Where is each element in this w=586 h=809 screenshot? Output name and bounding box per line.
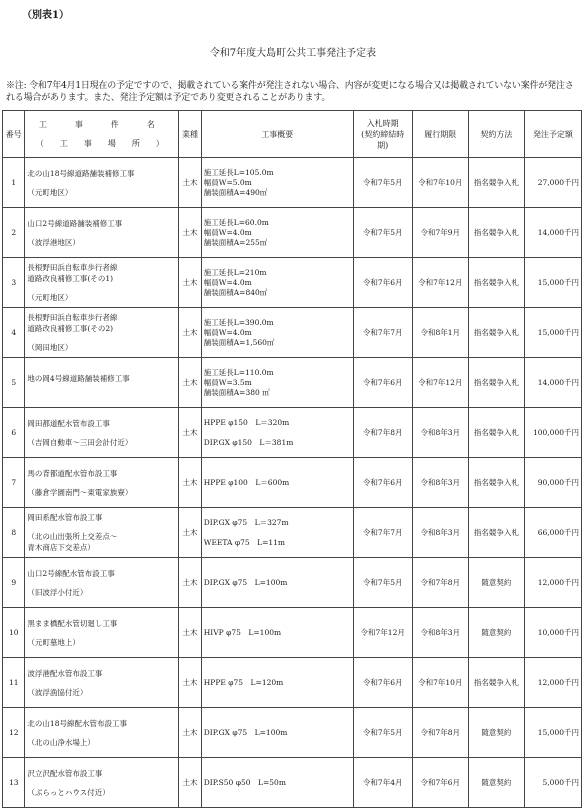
- contract-method-cell: 指名競争入札: [468, 308, 524, 358]
- industry-cell: 土木: [179, 408, 201, 458]
- planned-amount-cell: 27,000千円: [524, 158, 581, 208]
- work-name-title: 岡田系配水管布設工事: [27, 513, 103, 522]
- industry-cell: 土木: [179, 608, 201, 658]
- industry-cell: 土木: [179, 708, 201, 758]
- table-row: [3, 708, 582, 758]
- header-bid-timing: 入札時期 (契約締結時期): [353, 111, 412, 158]
- work-place: （元町地区）: [27, 187, 73, 197]
- bid-timing-cell: 令和7年5月: [353, 558, 412, 608]
- work-outline-cell: [201, 708, 353, 758]
- bid-timing-cell: 令和7年7月: [353, 308, 412, 358]
- completion-deadline-cell: 令和7年8月: [412, 558, 468, 608]
- completion-deadline-cell: 令和7年6月: [412, 758, 468, 808]
- table-row: [3, 308, 582, 358]
- work-outline-cell: [201, 308, 353, 358]
- contract-method-cell: 指名競争入札: [468, 508, 524, 558]
- header-work-place-label: （ 工 事 場 所 ）: [35, 139, 168, 148]
- completion-deadline-cell: 令和7年9月: [412, 208, 468, 258]
- planned-amount-cell: 66,000千円: [524, 508, 581, 558]
- contract-method-cell: 指名競争入札: [468, 258, 524, 308]
- planned-amount-cell: 12,000千円: [524, 558, 581, 608]
- work-outline-text: DIP.S50 φ50 L=50m: [203, 777, 286, 787]
- work-name-title: 北の山18号線配水管布設工事: [27, 718, 127, 728]
- work-place: （北の山出張所上交差点〜 青木商店下交差点）: [27, 532, 118, 552]
- industry-cell: 土木: [179, 258, 201, 308]
- industry-cell: 土木: [179, 308, 201, 358]
- header-work-outline: 工事概要: [201, 111, 353, 158]
- work-outline-text: 施工延長L=105.0m 幅員W=5.0m 舗装面積A=490㎡: [203, 167, 274, 197]
- table-row: [3, 408, 582, 458]
- work-outline-cell: [201, 658, 353, 708]
- header-number: 番号: [3, 111, 25, 158]
- work-name-title: 山口2号線配水管布設工事: [27, 568, 115, 578]
- work-name-title: 馬の背都道配水管布設工事: [27, 468, 118, 478]
- contract-method-cell: 指名競争入札: [468, 208, 524, 258]
- bid-timing-cell: 令和7年6月: [353, 658, 412, 708]
- bid-timing-cell: 令和7年12月: [353, 608, 412, 658]
- table-row: [3, 208, 582, 258]
- work-name-title: 黒まま橋配水管切廻し工事: [27, 618, 118, 628]
- contract-method-cell: 指名競争入札: [468, 158, 524, 208]
- planned-amount-cell: 14,000千円: [524, 208, 581, 258]
- planned-amount-cell: 15,000千円: [524, 708, 581, 758]
- bid-timing-cell: 令和7年5月: [353, 208, 412, 258]
- completion-deadline-cell: 令和8年3月: [412, 508, 468, 558]
- work-outline-text: DIP.GX φ75 L=100m: [203, 577, 288, 587]
- table-row: [3, 358, 582, 408]
- work-name-cell: [25, 658, 179, 708]
- header-contract-method: 契約方法: [468, 111, 524, 158]
- planned-amount-cell: 100,000千円: [524, 408, 581, 458]
- work-outline-text: HPPE φ75 L=120m: [203, 677, 284, 687]
- row-number: 2: [3, 208, 25, 258]
- work-place: （元町地区）: [27, 293, 73, 302]
- work-name-title: 長根野田浜自転車歩行者線 道路改良補修工事(その1): [27, 263, 118, 283]
- planned-amount-cell: 15,000千円: [524, 258, 581, 308]
- work-name-title: 沢立沢配水管布設工事: [27, 768, 103, 778]
- bid-timing-cell: 令和7年5月: [353, 708, 412, 758]
- work-place: （元町墓地上）: [27, 637, 80, 647]
- bid-timing-cell: 令和7年6月: [353, 458, 412, 508]
- work-place: （藤倉学園南門〜東電家族寮）: [27, 487, 133, 497]
- planned-amount-cell: 5,000千円: [524, 758, 581, 808]
- work-outline-cell: [201, 358, 353, 408]
- table-header: [3, 111, 582, 158]
- work-place: （旧波浮小付近）: [27, 587, 88, 597]
- work-name-title: 北の山18号線道路舗装補修工事: [27, 168, 135, 178]
- work-name-title: 地の岡4号線道路舗装補修工事: [27, 374, 130, 383]
- row-number: 6: [3, 408, 25, 458]
- industry-cell: 土木: [179, 158, 201, 208]
- table-row: [3, 608, 582, 658]
- table-row: [3, 458, 582, 508]
- annex-label: （別表1）: [22, 10, 69, 21]
- work-name-cell: [25, 608, 179, 658]
- bid-timing-cell: 令和7年7月: [353, 508, 412, 558]
- work-name-cell: [25, 758, 179, 808]
- header-industry: 業種: [179, 111, 201, 158]
- disclaimer-note: ※注: 令和7年4月1日現在の予定ですので、掲載されている案件が発注されない場合、内容が変更になる場合又は掲載されていない案件が発注される場合があります。また、発注予定額は予定であり変更されることがあります。: [6, 81, 574, 103]
- work-name-cell: [25, 358, 179, 408]
- planned-amount-cell: 14,000千円: [524, 358, 581, 408]
- work-name-cell: [25, 308, 179, 358]
- work-outline-cell: [201, 608, 353, 658]
- work-name-cell: [25, 208, 179, 258]
- bid-timing-cell: 令和7年6月: [353, 358, 412, 408]
- table-row: [3, 758, 582, 808]
- row-number: 8: [3, 508, 25, 558]
- contract-method-cell: 随意契約: [468, 758, 524, 808]
- header-work-name-label: 工 事 件 名: [38, 120, 165, 129]
- row-number: 4: [3, 308, 25, 358]
- work-outline-text: DIP.GX φ75 L=100m: [203, 727, 288, 737]
- work-outline-text: 施工延長L=110.0m 幅員W=3.5m 舗装面積A=380 ㎡: [203, 367, 274, 397]
- work-outline-cell: [201, 258, 353, 308]
- industry-cell: 土木: [179, 558, 201, 608]
- planned-amount-cell: 90,000千円: [524, 458, 581, 508]
- contract-method-cell: 随意契約: [468, 608, 524, 658]
- row-number: 3: [3, 258, 25, 308]
- work-name-title: 山口2号線道路舗装補修工事: [27, 218, 123, 228]
- work-outline-text: HIVP φ75 L=100m: [203, 627, 282, 637]
- contract-method-cell: 随意契約: [468, 558, 524, 608]
- work-name-cell: [25, 708, 179, 758]
- work-place: （ぶらっとハウス付近）: [27, 787, 110, 797]
- table-body: [3, 158, 582, 808]
- table-row: [3, 158, 582, 208]
- completion-deadline-cell: 令和8年3月: [412, 408, 468, 458]
- planned-amount-cell: 10,000千円: [524, 608, 581, 658]
- contract-method-cell: 指名競争入札: [468, 658, 524, 708]
- row-number: 12: [3, 708, 25, 758]
- work-outline-text: HPPE φ150 L＝320m DIP.GX φ150 L＝381m: [203, 417, 294, 447]
- bid-timing-cell: 令和7年5月: [353, 158, 412, 208]
- row-number: 11: [3, 658, 25, 708]
- contract-method-cell: 随意契約: [468, 708, 524, 758]
- bid-timing-cell: 令和7年4月: [353, 758, 412, 808]
- header-work-name: [25, 111, 179, 158]
- work-outline-cell: [201, 208, 353, 258]
- work-outline-text: 施工延長L=210m 幅員W=4.0m 舗装面積A=840㎡: [203, 267, 268, 297]
- work-name-title: 岡田都道配水管布設工事: [27, 418, 110, 428]
- work-outline-text: DIP.GX φ75 L＝327m WEETA φ75 L=11m: [203, 517, 289, 547]
- row-number: 9: [3, 558, 25, 608]
- work-name-cell: [25, 558, 179, 608]
- header-planned-amount: 発注予定額: [524, 111, 581, 158]
- industry-cell: 土木: [179, 758, 201, 808]
- bid-timing-cell: 令和7年8月: [353, 408, 412, 458]
- completion-deadline-cell: 令和7年10月: [412, 658, 468, 708]
- contract-method-cell: 指名競争入札: [468, 458, 524, 508]
- work-place: （吉岡自動車〜三田会計付近）: [27, 437, 133, 447]
- completion-deadline-cell: 令和8年3月: [412, 458, 468, 508]
- work-outline-text: 施工延長L=60.0m 幅員W=4.0m 舗装面積A=255㎡: [203, 217, 269, 247]
- industry-cell: 土木: [179, 658, 201, 708]
- work-name-cell: [25, 458, 179, 508]
- table-row: [3, 258, 582, 308]
- table-row: [3, 658, 582, 708]
- industry-cell: 土木: [179, 508, 201, 558]
- work-outline-text: 施工延長L=390.0m 幅員W=4.0m 舗装面積A=1,560㎡: [203, 317, 275, 347]
- industry-cell: 土木: [179, 458, 201, 508]
- work-name-title: 長根野田浜自転車歩行者線 道路改良補修工事(その2): [27, 313, 118, 333]
- contract-method-cell: 指名競争入札: [468, 408, 524, 458]
- work-name-title: 波浮港配水管布設工事: [27, 668, 103, 678]
- planned-amount-cell: 12,000千円: [524, 658, 581, 708]
- table-row: [3, 558, 582, 608]
- work-place: （北の山浄水場上）: [27, 737, 95, 747]
- work-outline-text: HPPE φ100 L＝600m: [203, 477, 290, 487]
- work-place: （波浮港地区）: [27, 237, 80, 247]
- work-outline-cell: [201, 508, 353, 558]
- table-row: [3, 508, 582, 558]
- planned-amount-cell: 15,000千円: [524, 308, 581, 358]
- row-number: 7: [3, 458, 25, 508]
- completion-deadline-cell: 令和8年3月: [412, 608, 468, 658]
- row-number: 13: [3, 758, 25, 808]
- industry-cell: 土木: [179, 208, 201, 258]
- work-place: （岡田地区）: [27, 343, 73, 352]
- completion-deadline-cell: 令和7年10月: [412, 158, 468, 208]
- work-name-cell: [25, 508, 179, 558]
- work-outline-cell: [201, 158, 353, 208]
- completion-deadline-cell: 令和7年8月: [412, 708, 468, 758]
- header-completion-deadline: 履行期限: [412, 111, 468, 158]
- work-name-cell: [25, 258, 179, 308]
- work-outline-cell: [201, 408, 353, 458]
- work-outline-cell: [201, 758, 353, 808]
- work-name-cell: [25, 158, 179, 208]
- construction-schedule-table: [2, 110, 582, 808]
- completion-deadline-cell: 令和7年12月: [412, 258, 468, 308]
- industry-cell: 土木: [179, 358, 201, 408]
- completion-deadline-cell: 令和8年1月: [412, 308, 468, 358]
- row-number: 5: [3, 358, 25, 408]
- work-place: （波浮漁協付近）: [27, 687, 88, 697]
- work-outline-cell: [201, 458, 353, 508]
- document-title: 令和7年度大島町公共工事発注予定表: [209, 48, 377, 59]
- work-name-cell: [25, 408, 179, 458]
- bid-timing-cell: 令和7年6月: [353, 258, 412, 308]
- contract-method-cell: 指名競争入札: [468, 358, 524, 408]
- completion-deadline-cell: 令和7年12月: [412, 358, 468, 408]
- work-outline-cell: [201, 558, 353, 608]
- row-number: 10: [3, 608, 25, 658]
- row-number: 1: [3, 158, 25, 208]
